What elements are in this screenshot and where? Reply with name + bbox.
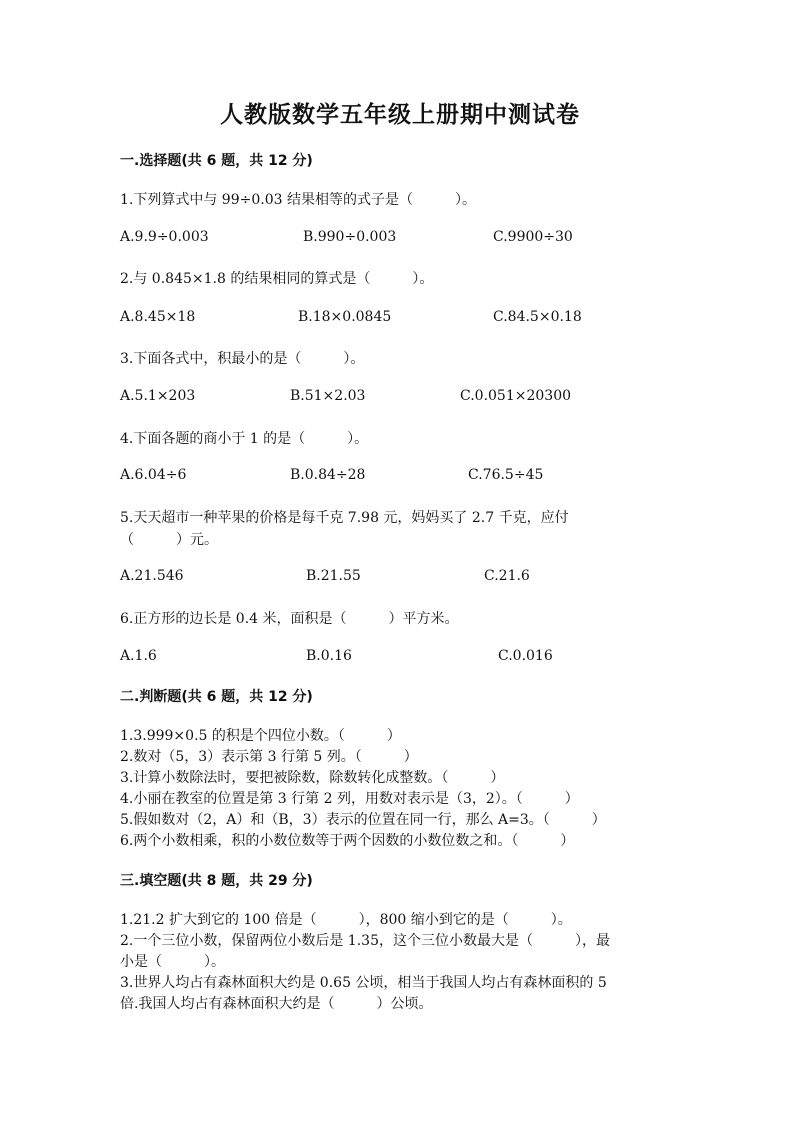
option-a: A.1.6 [120, 648, 157, 664]
question-text-continued: （ ）元。 [120, 532, 218, 548]
option-a: A.6.04÷6 [120, 467, 187, 483]
section-heading-fill-in: 三.填空题(共 8 题，共 29 分) [120, 873, 313, 889]
fill-in-item-continued: 倍.我国人均占有森林面积大约是（ ）公顷。 [120, 996, 433, 1012]
option-b: B.51×2.03 [290, 388, 366, 404]
option-b: B.0.16 [306, 648, 352, 664]
option-a: A.21.546 [120, 568, 184, 584]
option-a: A.8.45×18 [120, 309, 196, 325]
option-b: B.990÷0.003 [303, 229, 397, 245]
judgement-item: 3.计算小数除法时，要把被除数，除数转化成整数。（ ） [120, 770, 505, 786]
question-text: 1.下列算式中与 99÷0.03 结果相等的式子是（ ）。 [120, 192, 476, 208]
option-a: A.9.9÷0.003 [120, 229, 209, 245]
option-b: B.21.55 [306, 568, 361, 584]
option-c: C.21.6 [484, 568, 530, 584]
option-c: C.9900÷30 [493, 229, 573, 245]
question-text: 2.与 0.845×1.8 的结果相同的算式是（ ）。 [120, 271, 434, 287]
question-text: 5.天天超市一种苹果的价格是每千克 7.98 元，妈妈买了 2.7 千克，应付 [120, 510, 569, 526]
section-heading-choice: 一.选择题(共 6 题，共 12 分) [120, 153, 313, 169]
judgement-item: 6.两个小数相乘，积的小数位数等于两个因数的小数位数之和。（ ） [120, 833, 575, 849]
fill-in-item-continued: 小是（ ）。 [120, 954, 225, 970]
fill-in-item: 1.21.2 扩大到它的 100 倍是（ ），800 缩小到它的是（ ）。 [120, 912, 572, 928]
fill-in-item: 2.一个三位小数，保留两位小数后是 1.35，这个三位小数最大是（ ），最 [120, 933, 610, 949]
option-c: C.0.051×20300 [460, 388, 572, 404]
question-text: 6.正方形的边长是 0.4 米，面积是（ ）平方米。 [120, 611, 459, 627]
judgement-item: 4.小丽在教室的位置是第 3 行第 2 列，用数对表示是（3，2）。（ ） [120, 791, 579, 807]
option-c: C.76.5÷45 [468, 467, 544, 483]
option-c: C.0.016 [498, 648, 553, 664]
question-text: 3.下面各式中，积最小的是（ ）。 [120, 351, 365, 367]
option-c: C.84.5×0.18 [493, 309, 582, 325]
option-b: B.0.84÷28 [290, 467, 366, 483]
question-text: 4.下面各题的商小于 1 的是（ ）。 [120, 431, 369, 447]
fill-in-item: 3.世界人均占有森林面积大约是 0.65 公顷，相当于我国人均占有森林面积的 5 [120, 975, 607, 991]
option-b: B.18×0.0845 [298, 309, 392, 325]
judgement-item: 2.数对（5，3）表示第 3 行第 5 列。（ ） [120, 749, 418, 765]
page-title: 人教版数学五年级上册期中测试卷 [220, 102, 580, 128]
section-heading-judgement: 二.判断题(共 6 题，共 12 分) [120, 689, 313, 705]
option-a: A.5.1×203 [120, 388, 196, 404]
judgement-item: 5.假如数对（2，A）和（B，3）表示的位置在同一行，那么 A=3。（ ） [120, 812, 606, 828]
judgement-item: 1.3.999×0.5 的积是个四位小数。（ ） [120, 728, 401, 744]
